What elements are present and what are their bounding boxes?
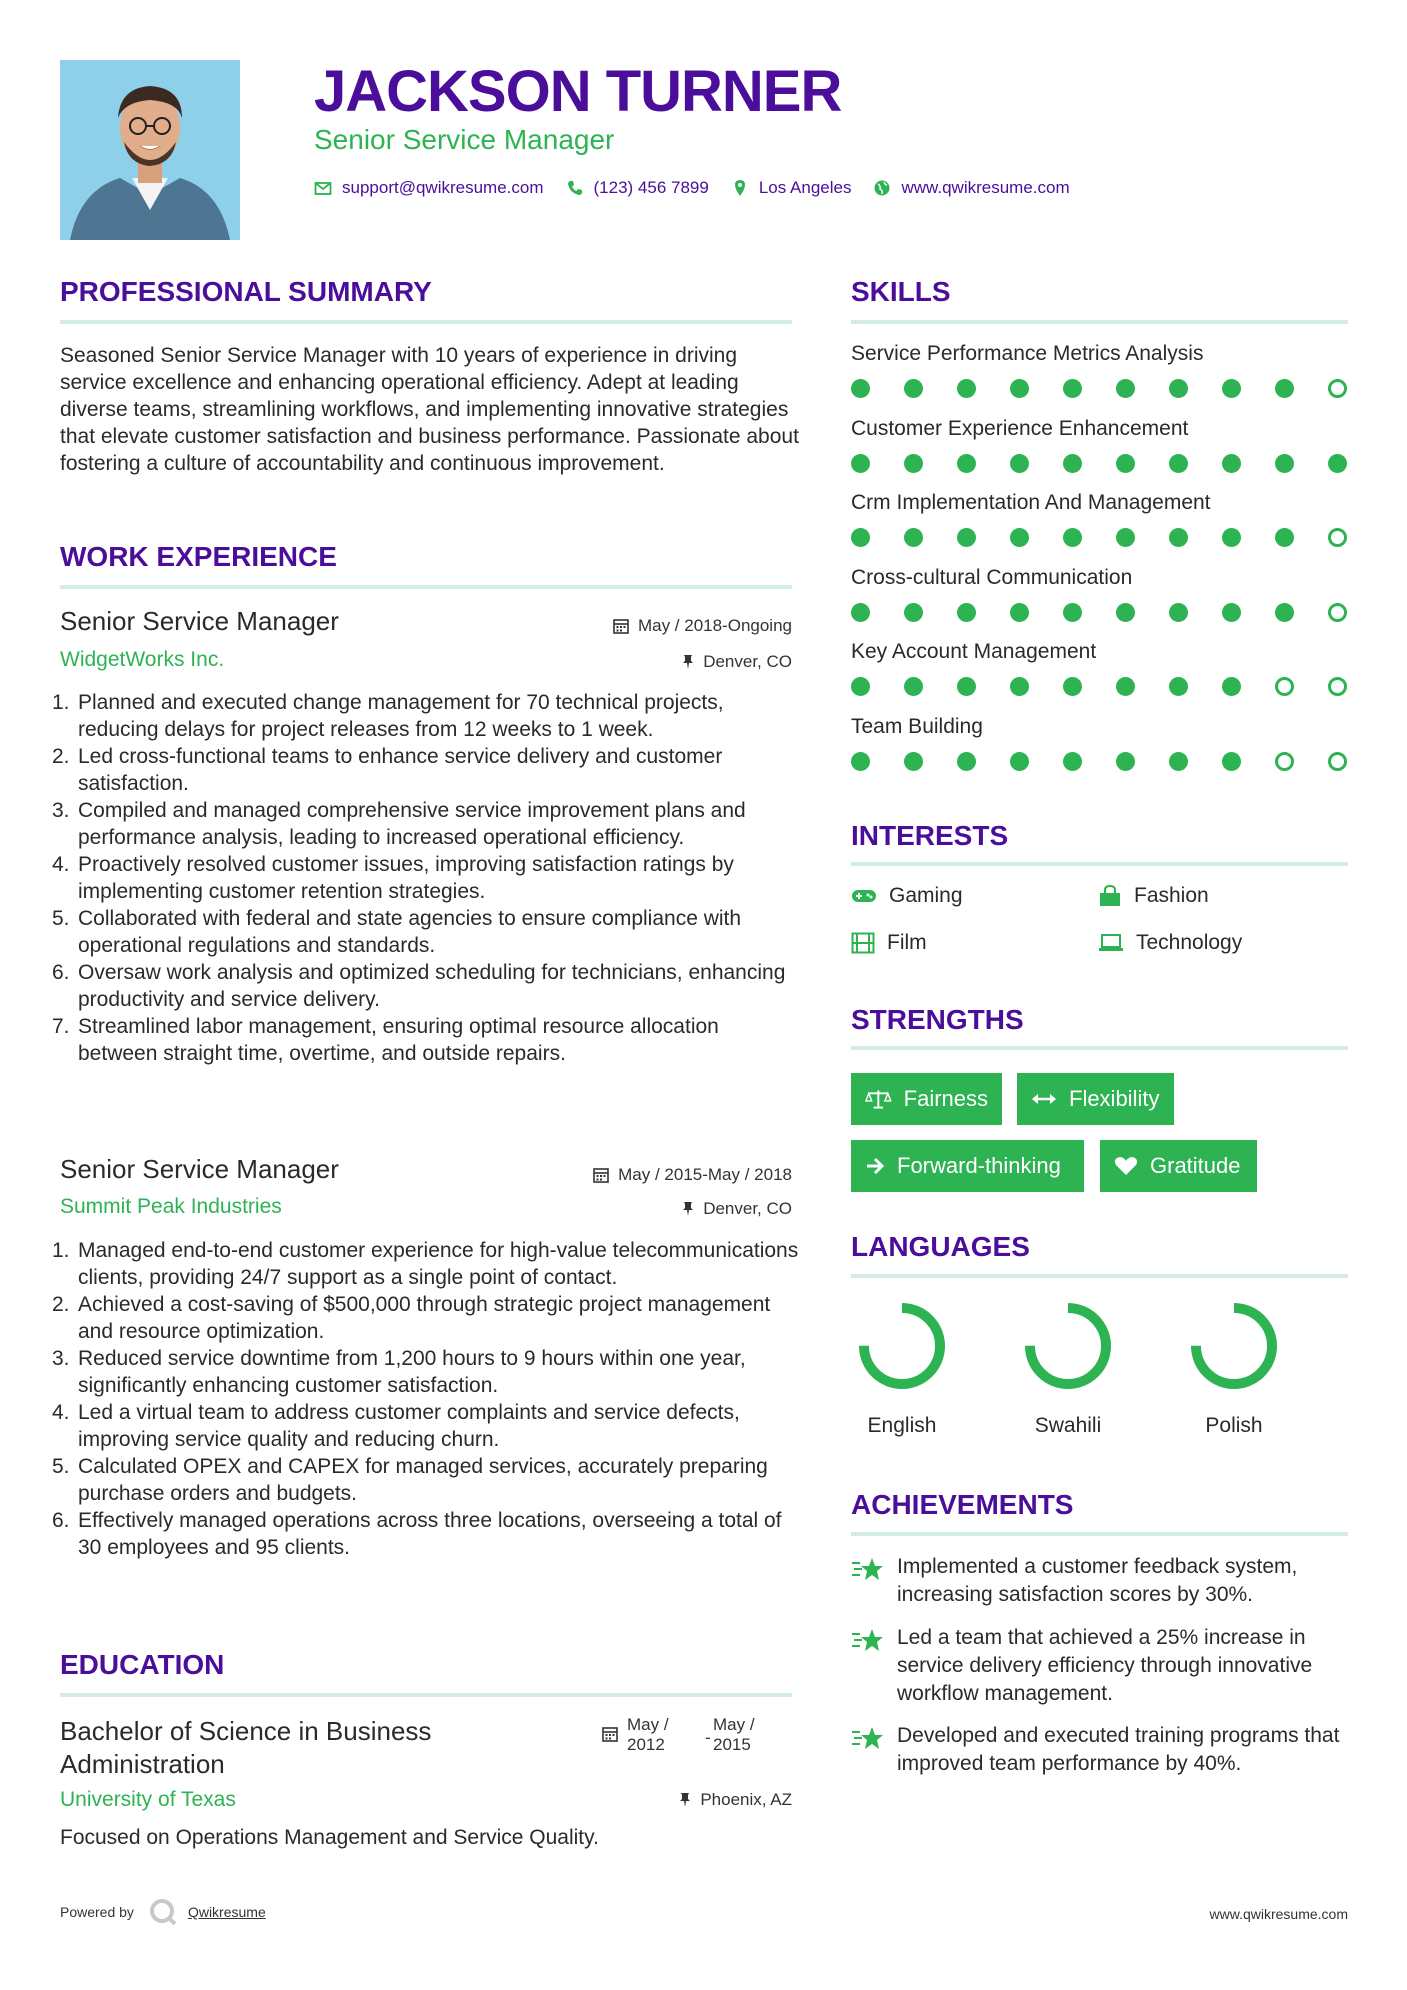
star-shooting-icon — [851, 1626, 885, 1654]
education-location — [540, 1790, 792, 1810]
candidate-title: Senior Service Manager — [314, 124, 615, 155]
rating-dot-empty — [1328, 603, 1347, 622]
rating-dot-filled — [904, 603, 923, 622]
footer-powered-by: Powered by Qwikresume — [60, 1897, 266, 1927]
rating-dot-filled — [1116, 752, 1135, 771]
qwikresume-logo-icon — [148, 1897, 178, 1927]
strength-fairness: Fairness — [851, 1073, 1002, 1125]
profile-photo — [60, 60, 240, 240]
skill-rating — [851, 603, 1348, 623]
rating-dot-filled — [1275, 603, 1294, 622]
candidate-name: JACKSON TURNER — [314, 59, 842, 124]
interest-fashion: Fashion — [1098, 884, 1209, 908]
rating-dot-filled — [1222, 603, 1241, 622]
contact-website[interactable] — [873, 178, 1069, 198]
language-ring — [1022, 1300, 1114, 1392]
rating-dot-filled — [851, 603, 870, 622]
strengths-divider — [851, 1046, 1348, 1050]
rating-dot-filled — [1169, 379, 1188, 398]
language-ring-arc — [864, 1308, 940, 1384]
job-1-bullets — [52, 689, 800, 1067]
education-start-date: May / 2012 — [627, 1715, 669, 1754]
experience-divider — [60, 585, 792, 589]
envelope-icon — [314, 179, 332, 197]
rating-dot-empty — [1328, 677, 1347, 696]
rating-dot-filled — [904, 752, 923, 771]
interest-film: Film — [851, 931, 927, 955]
skill-rating — [851, 379, 1348, 399]
languages-heading: LANGUAGES — [851, 1231, 1030, 1262]
rating-dot-filled — [904, 677, 923, 696]
rating-dot-filled — [1222, 677, 1241, 696]
list-item: 4. Led a virtual team to address customer complaints and service defects, improving service quality and reducing churn. — [52, 1401, 740, 1451]
rating-dot-filled — [1169, 752, 1188, 771]
achievement-item: Led a team that achieved a 25% increase in service delivery efficiency through innovative workflow management. — [851, 1624, 1351, 1708]
shopping-bag-icon — [1098, 885, 1122, 907]
skill-name: Crm Implementation And Management — [851, 491, 1211, 514]
language-name: Swahili — [1034, 1414, 1102, 1437]
strength-forward-thinking: Forward-thinking — [851, 1140, 1084, 1192]
contact-email[interactable] — [314, 178, 544, 198]
skill-rating — [851, 528, 1348, 548]
rating-dot-filled — [1116, 379, 1135, 398]
degree-line-1: Bachelor of Science in Business — [60, 1716, 432, 1746]
skill-name: Team Building — [851, 714, 983, 738]
skill-rating — [851, 454, 1348, 474]
strength-gratitude: Gratitude — [1100, 1140, 1257, 1192]
pushpin-icon — [678, 1792, 692, 1808]
rating-dot-filled — [1010, 379, 1029, 398]
rating-dot-filled — [1010, 752, 1029, 771]
rating-dot-filled — [1169, 677, 1188, 696]
rating-dot-filled — [1275, 379, 1294, 398]
skills-divider — [851, 320, 1348, 324]
skill-rating — [851, 677, 1348, 697]
rating-dot-filled — [957, 677, 976, 696]
rating-dot-filled — [1275, 528, 1294, 547]
contact-phone[interactable] — [566, 178, 709, 198]
rating-dot-filled — [957, 379, 976, 398]
list-item: 1. Managed end-to-end customer experience for high-value telecommunications clients, providing 24/7 support as a single point of contact. — [52, 1239, 799, 1289]
skill-name: Customer Experience Enhancement — [851, 416, 1189, 440]
rating-dot-filled — [904, 454, 923, 473]
rating-dot-filled — [1116, 677, 1135, 696]
language-ring-arc — [1030, 1308, 1106, 1384]
star-shooting-icon — [851, 1724, 885, 1752]
rating-dot-filled — [904, 379, 923, 398]
rating-dot-filled — [851, 677, 870, 696]
education-school: University of Texas — [60, 1788, 236, 1811]
job-2-date — [500, 1165, 792, 1185]
job-1-date-text: May / 2018-Ongoing — [637, 616, 792, 635]
rating-dot-filled — [1222, 528, 1241, 547]
languages-divider — [851, 1274, 1348, 1278]
rating-dot-filled — [851, 752, 870, 771]
contact-bar — [314, 178, 1092, 198]
list-item: 2. Led cross-functional teams to enhance service delivery and customer satisfaction. — [52, 745, 723, 795]
strength-flexibility: Flexibility — [1017, 1073, 1174, 1125]
summary-text: Seasoned Senior Service Manager with 10 years of experience in driving service excellence and enhancing operational efficiency. Adept at leading diverse teams, streamlining workflows, and implementing innovative strategies that elevate customer satisfaction and business performance. Passionate about fostering a culture of accountability and continuous improvement. — [60, 344, 799, 475]
education-note: Focused on Operations Management and Service Quality. — [60, 1826, 599, 1849]
list-item: 3. Reduced service downtime from 1,200 hours to 9 hours within one year, significantly enhancing customer satisfaction. — [52, 1347, 746, 1397]
rating-dot-filled — [1169, 603, 1188, 622]
skills-heading: SKILLS — [851, 276, 951, 307]
laptop-icon — [1098, 933, 1124, 953]
interest-technology: Technology — [1098, 931, 1242, 955]
rating-dot-filled — [1222, 454, 1241, 473]
rating-dot-empty — [1275, 752, 1294, 771]
job-2-location-text: Denver, CO — [703, 1199, 792, 1218]
rating-dot-filled — [1010, 677, 1029, 696]
arrows-horizontal-icon — [1031, 1092, 1057, 1106]
list-item: 1. Planned and executed change management for 70 technical projects, reducing delays for project releases from 12 weeks to 1 week. — [52, 691, 724, 741]
rating-dot-empty — [1275, 677, 1294, 696]
website-text: www.qwikresume.com — [901, 178, 1070, 197]
rating-dot-filled — [851, 379, 870, 398]
person-portrait-icon — [60, 60, 240, 240]
rating-dot-filled — [1222, 752, 1241, 771]
rating-dot-filled — [1169, 528, 1188, 547]
rating-dot-filled — [1328, 454, 1347, 473]
rating-dot-filled — [1063, 752, 1082, 771]
rating-dot-filled — [957, 603, 976, 622]
rating-dot-filled — [1063, 454, 1082, 473]
list-item: 5. Collaborated with federal and state agencies to ensure compliance with operational regulations and standards. — [52, 907, 742, 957]
pushpin-icon — [681, 654, 695, 670]
rating-dot-filled — [1222, 379, 1241, 398]
education-divider — [60, 1693, 792, 1697]
list-item: 5. Calculated OPEX and CAPEX for managed services, accurately preparing purchase orders and budgets. — [52, 1455, 768, 1505]
map-pin-icon — [731, 179, 749, 197]
skill-name: Cross-cultural Communication — [851, 565, 1133, 589]
job-1-location-text: Denver, CO — [703, 652, 792, 671]
skill-name: Service Performance Metrics Analysis — [851, 342, 1204, 365]
calendar-icon — [612, 617, 630, 635]
language-ring-arc — [1196, 1308, 1272, 1384]
rating-dot-filled — [1063, 603, 1082, 622]
language-name: English — [867, 1414, 937, 1437]
rating-dot-filled — [1010, 603, 1029, 622]
phone-icon — [566, 179, 584, 197]
rating-dot-filled — [1116, 454, 1135, 473]
education-date-dash: - — [705, 1728, 711, 1747]
job-1-title: Senior Service Manager — [60, 606, 339, 636]
rating-dot-filled — [957, 752, 976, 771]
achievement-item: Implemented a customer feedback system, increasing satisfaction scores by 30%. — [851, 1553, 1351, 1609]
list-item: 6. Oversaw work analysis and optimized scheduling for technicians, enhancing productivity and service delivery. — [52, 961, 786, 1011]
rating-dot-filled — [1010, 454, 1029, 473]
balance-scale-icon — [865, 1088, 892, 1110]
education-end-date: May / 2015 — [713, 1715, 755, 1754]
calendar-icon — [601, 1725, 619, 1743]
job-2-location — [540, 1199, 792, 1219]
list-item: 4. Proactively resolved customer issues, improving satisfaction ratings by implementing customer retention strategies. — [52, 853, 734, 903]
achievements-divider — [851, 1532, 1348, 1536]
heart-icon — [1114, 1156, 1138, 1176]
job-1-date — [540, 616, 792, 636]
rating-dot-filled — [1116, 603, 1135, 622]
degree-line-2: Administration — [60, 1749, 225, 1779]
strengths-heading: STRENGTHS — [851, 1004, 1024, 1035]
rating-dot-filled — [1275, 454, 1294, 473]
language-ring — [1188, 1300, 1280, 1392]
rating-dot-filled — [957, 454, 976, 473]
globe-icon — [873, 179, 891, 197]
experience-heading: WORK EXPERIENCE — [60, 541, 337, 572]
star-shooting-icon — [851, 1555, 885, 1583]
location-text: Los Angeles — [758, 178, 852, 197]
calendar-icon — [592, 1166, 610, 1184]
interests-divider — [851, 862, 1348, 866]
skill-name: Key Account Management — [851, 640, 1097, 663]
achievement-item: Developed and executed training programs that improved team performance by 40%. — [851, 1722, 1351, 1778]
email-text: support@qwikresume.com — [342, 178, 544, 197]
arrow-right-icon — [865, 1156, 885, 1176]
list-item: 2. Achieved a cost-saving of $500,000 through strategic project management and resource optimization. — [52, 1293, 771, 1343]
rating-dot-filled — [1063, 677, 1082, 696]
education-heading: EDUCATION — [60, 1649, 225, 1680]
job-2-bullets — [52, 1237, 800, 1561]
interest-gaming: Gaming — [851, 884, 963, 908]
list-item: 6. Effectively managed operations across three locations, overseeing a total of 30 employees and 95 clients. — [52, 1509, 782, 1559]
rating-dot-empty — [1328, 752, 1347, 771]
job-1-company: WidgetWorks Inc. — [60, 648, 225, 671]
gamepad-icon — [851, 887, 877, 905]
rating-dot-empty — [1328, 528, 1347, 547]
rating-dot-filled — [1116, 528, 1135, 547]
rating-dot-filled — [851, 528, 870, 547]
language-name: Polish — [1205, 1414, 1263, 1437]
rating-dot-filled — [957, 528, 976, 547]
rating-dot-filled — [1063, 528, 1082, 547]
footer-site[interactable]: www.qwikresume.com — [1209, 1906, 1348, 1922]
rating-dot-filled — [904, 528, 923, 547]
education-degree — [60, 1715, 431, 1781]
job-1-location — [540, 652, 792, 672]
achievements-heading: ACHIEVEMENTS — [851, 1489, 1074, 1520]
pushpin-icon — [681, 1201, 695, 1217]
interests-heading: INTERESTS — [851, 820, 1009, 851]
phone-text: (123) 456 7899 — [593, 178, 709, 197]
rating-dot-filled — [1169, 454, 1188, 473]
summary-divider — [60, 320, 792, 324]
skill-rating — [851, 752, 1348, 772]
job-2-title: Senior Service Manager — [60, 1154, 339, 1184]
film-strip-icon — [851, 932, 875, 954]
rating-dot-filled — [851, 454, 870, 473]
education-location-text: Phoenix, AZ — [700, 1790, 792, 1809]
contact-location — [731, 178, 852, 198]
qwikresume-link[interactable]: Qwikresume — [187, 1904, 266, 1920]
rating-dot-filled — [1010, 528, 1029, 547]
job-2-company: Summit Peak Industries — [60, 1195, 282, 1218]
rating-dot-empty — [1328, 379, 1347, 398]
rating-dot-filled — [1063, 379, 1082, 398]
summary-heading: PROFESSIONAL SUMMARY — [60, 276, 432, 307]
language-ring — [856, 1300, 948, 1392]
list-item: 7. Streamlined labor management, ensuring optimal resource allocation between straight time, overtime, and outside repairs. — [52, 1015, 719, 1065]
job-2-date-text: May / 2015-May / 2018 — [618, 1165, 792, 1184]
list-item: 3. Compiled and managed comprehensive service improvement plans and performance analysis, leading to increased operational efficiency. — [52, 799, 746, 849]
